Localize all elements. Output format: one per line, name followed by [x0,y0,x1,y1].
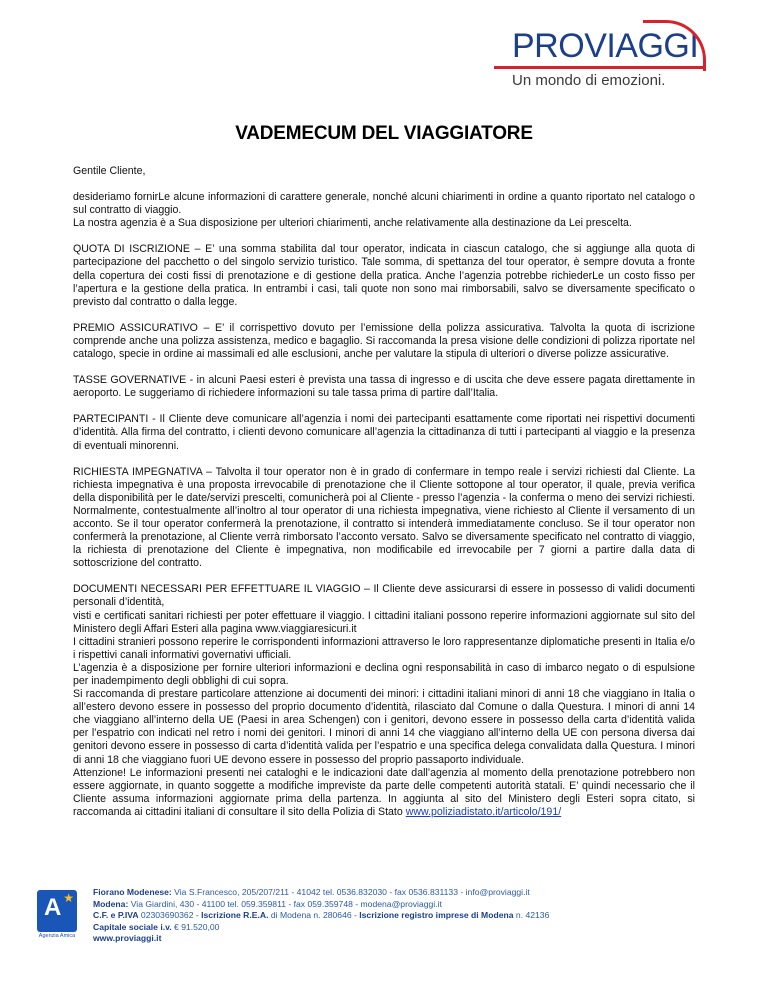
intro-line: desideriamo fornirLe alcune informazioni di carattere generale, nonché alcuni chiarimenti in ordine a quanto riportato nel catalogo o sul contratto di viaggio. [73,191,695,217]
tasse-paragraph: TASSE GOVERNATIVE - in alcuni Paesi esteri è prevista una tassa di ingresso e di uscita che deve essere pagata direttamente in aeroporto. Le suggeriamo di richiedere informazioni su tale tassa prima di partire dall’Italia. [73,374,695,400]
logo-pro: PRO [512,27,585,65]
documenti-paragraph [73,583,695,819]
proviaggi-logo [512,28,702,89]
footer-line-fiorano: Fiorano Modenese: Via S.Francesco, 205/207/211 - 41042 tel. 0536.832030 - fax 0536.831133 - info@proviaggi.it [93,887,530,897]
logo-tagline: Un mondo di emozioni. [512,72,666,89]
intro-line: La nostra agenzia è a Sua disposizione per ulteriori chiarimenti, anche relativamente alla destinazione da Lei prescelta. [73,217,632,230]
documenti-line: DOCUMENTI NECESSARI PER EFFETTUARE IL VIAGGIO – Il Cliente deve assicurarsi di essere in possesso di validi documenti personali d’identità, [73,583,695,609]
attenzione-body: Attenzione! Le informazioni presenti nei cataloghi e le indicazioni date dall’agenzia al momento della prenotazione potrebbero non essere aggiornate, in quanto soggette a modifiche impreviste da parte delle competenti autorità statali. E’ quindi necessario che il Cliente assuma informazioni aggiornate prima della partenza. In aggiunta al sito del Ministero degli Esteri sopra citato, si raccomanda ai cittadini italiani di consultare il sito della Polizia di Stato [73,766,695,818]
polizia-link[interactable]: www.poliziadistato.it/articolo/191/ [405,805,562,818]
footer [38,887,550,945]
footer-line-modena: Modena: Via Giardini, 430 - 41100 tel. 059.359811 - fax 059.359748 - modena@proviaggi.it [93,898,442,909]
footer-contact [93,887,549,945]
greeting: Gentile Cliente, [73,165,146,177]
page-title: VADEMECUM DEL VIAGGIATORE [235,123,533,144]
document-body [73,165,695,832]
intro-paragraph [73,191,695,230]
documenti-line: I cittadini stranieri possono reperire le corrispondenti informazioni attraverso le loro rappresentanze diplomatiche presenti in Italia e/o i rispettivi canali informativi governativi ufficiali. [73,635,695,661]
footer-website[interactable]: www.proviaggi.it [93,933,162,944]
logo-viaggi: VIAGGI [584,27,699,65]
partecipanti-paragraph: PARTECIPANTI - Il Cliente deve comunicare all’agenzia i nomi dei partecipanti esattamente come riportati nei rispettivi documenti d’identità. Alla firma del contratto, i clienti devono comunicare all’agenzia la cittadinanza di tutti i partecipanti al viaggio e la presenza di eventuali minorenni. [73,413,695,452]
quota-paragraph: QUOTA DI ISCRIZIONE – E’ una somma stabilita dal tour operator, indicata in ciascun catalogo, che si aggiunge alla quota di partecipazione del pacchetto o del singolo servizio turistico. Tale somma, di spettanza del tour operator, è sempre dovuta a fronte della copertura dei costi fissi di prenotazione e di gestione della pratica. Anche l’agenzia potrebbe richiederLe un costo fisso per l’apertura e la gestione della pratica. In entrambi i casi, tali quote non sono mai rimborsabili, salvo se diversamente specificato o previsto dal contratto o dalla legge. [73,243,695,308]
attenzione-text [73,767,695,819]
badge-letter-icon: A [44,894,62,921]
documenti-line: Si raccomanda di prestare particolare attenzione ai documenti dei minori: i cittadini italiani minori di anni 18 che viaggiano in Italia o all’estero devono essere in possesso del proprio documento d’identità, rilasciato dal Comune o dalla Questura. I minori di anni 14 che viaggiano all’interno della UE (Paesi in area Schengen) con i genitori, devono essere in possesso della carta d’identità valida per l’espatrio con indicati nel retro i nomi dei genitori. I minori di anni 14 che viaggiano all’interno della UE con persona diversa dai genitori devono essere in possesso di carta d’identità valida per l’espatrio e una specifica delega convalidata dalla Questura. I minori di anni 18 che viaggiano fuori UE devono essere in possesso del proprio passaporto individuale. [73,688,695,766]
badge-label: Agenzia Amica [38,933,76,939]
footer-line-registry: C.F. e P.IVA 02303690362 - Iscrizione R.E.A. di Modena n. 280646 - Iscrizione registro imprese di Modena n. 42136 [93,910,550,921]
premio-paragraph: PREMIO ASSICURATIVO – E’ il corrispettivo dovuto per l’emissione della polizza assicurativa. Talvolta la quota di iscrizione comprende anche una polizza assistenza, medico e bagaglio. Si raccomanda la presa visione delle condizioni di polizza riportate nel catalogo, specie in ordine ai massimali ed alle esclusioni, anche per valutare la stipula di ulteriori o diverse polizze assicurative. [73,321,695,361]
documenti-line: visti e certificati sanitari richiesti per poter effettuare il viaggio. I cittadini italiani possono reperire informazioni aggiornate sul sito del Ministero degli Affari Esteri alla pagina www.viaggiaresicuri.it [73,609,695,635]
agenzia-amica-badge [37,890,77,932]
footer-line-capital: Capitale sociale i.v. € 91.520,00 [93,921,220,932]
star-icon: ★ [63,891,74,905]
richiesta-paragraph: RICHIESTA IMPEGNATIVA – Talvolta il tour operator non è in grado di confermare in tempo reale i servizi richiesti dal Cliente. La richiesta impegnativa è una proposta irrevocabile di prenotazione che il Cliente sottopone al tour operator, il quale, previa verifica della disponibilità per le date/servizi prescelti, comunicherà poi al Cliente - presso l’agenzia - la conferma o meno dei servizi richiesti. Normalmente, contestualmente all’inoltro al tour operator di una richiesta impegnativa, viene richiesto al Cliente il versamento di un acconto. Se il tour operator confermerà la prenotazione, il contratto si intenderà immediatamente concluso. Se il tour operator non confermerà la prenotazione, al Cliente verrà rimborsato l’acconto versato. Salvo se diversamente specificato nel contratto di viaggio, la richiesta di prenotazione del Cliente è impegnativa, non modificabile ed irrevocabile per 7 giorni a partire dalla data di sottoscrizione del contratto. [73,465,695,570]
documenti-line: L’agenzia è a disposizione per fornire ulteriori informazioni e declina ogni responsabilità in caso di imbarco negato o di espulsione per inadempimento degli obblighi di cui sopra. [73,661,695,687]
